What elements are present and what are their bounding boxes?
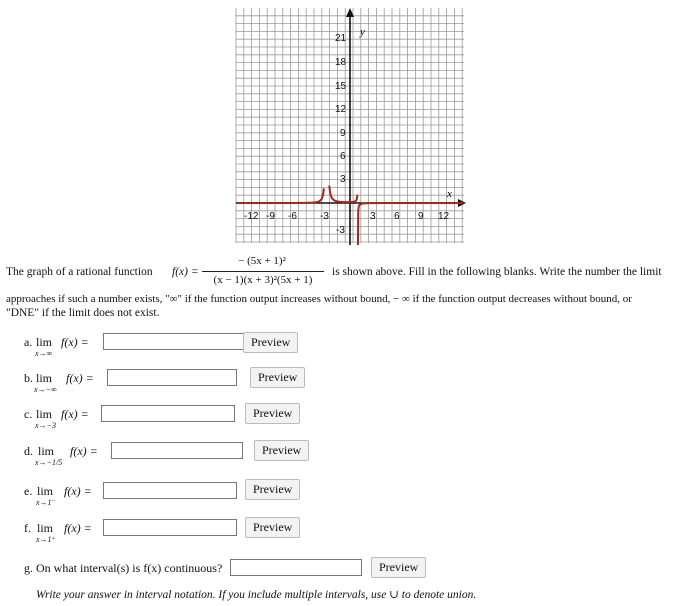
y-tick-label: 15 bbox=[335, 81, 347, 92]
lim-text: lim bbox=[37, 521, 54, 535]
answer-input-a[interactable] bbox=[103, 333, 261, 350]
curve-branch-3 bbox=[358, 203, 463, 245]
curve-branch-1 bbox=[237, 188, 324, 203]
fx-label: f(x) = bbox=[61, 407, 89, 421]
problem-line2: approaches if such a number exists, "∞" if the function output increases without bound, − ∞ if the function output decreases without bound, or bbox=[6, 293, 632, 305]
x-tick-label: 3 bbox=[370, 211, 376, 222]
lim-text: lim bbox=[38, 444, 55, 458]
problem-lead: The graph of a rational function bbox=[6, 266, 153, 278]
question-letter: d. bbox=[24, 444, 33, 458]
x-tick-label: 9 bbox=[418, 211, 424, 222]
lim-text: lim bbox=[36, 371, 53, 385]
problem-fx: f(x) = bbox=[172, 266, 199, 278]
y-tick-label: -3 bbox=[336, 225, 345, 236]
fx-label: f(x) = bbox=[64, 521, 92, 535]
fraction-bar bbox=[202, 271, 324, 272]
preview-button-e[interactable]: Preview bbox=[245, 479, 300, 500]
problem-after: is shown above. Fill in the following blanks. Write the number the limit bbox=[332, 266, 662, 278]
question-letter: c. bbox=[24, 407, 33, 421]
preview-button-d[interactable]: Preview bbox=[254, 440, 309, 461]
lim-subscript: x→1⁺ bbox=[36, 535, 56, 544]
question-letter: f. bbox=[24, 521, 31, 535]
x-tick-label: -6 bbox=[288, 211, 297, 222]
question-letter: a. bbox=[24, 335, 33, 349]
lim-subscript: x→−3 bbox=[35, 421, 56, 430]
y-tick-label: 21 bbox=[335, 33, 347, 44]
answer-input-f[interactable] bbox=[103, 519, 237, 536]
y-tick-label: 18 bbox=[335, 57, 347, 68]
lim-subscript: x→−∞ bbox=[34, 385, 57, 394]
fraction-denominator: (x − 1)(x + 3)²(5x + 1) bbox=[213, 274, 313, 286]
fx-label: f(x) = bbox=[70, 444, 98, 458]
x-tick-label: -12 bbox=[244, 211, 259, 222]
x-tick-label: 12 bbox=[438, 211, 450, 222]
lim-subscript: x→−1/5 bbox=[35, 458, 63, 467]
answer-input-d[interactable] bbox=[111, 442, 243, 459]
x-tick-label: 6 bbox=[394, 211, 400, 222]
preview-button-f[interactable]: Preview bbox=[245, 517, 300, 538]
fx-label: f(x) = bbox=[61, 335, 89, 349]
interval-notation-note: Write your answer in interval notation. If you include multiple intervals, use ∪ to denote union. bbox=[36, 589, 477, 601]
question-g-text: On what interval(s) is f(x) continuous? bbox=[36, 561, 223, 575]
lim-subscript: x→1⁻ bbox=[36, 498, 56, 507]
y-axis-label: y bbox=[360, 26, 365, 38]
x-tick-label: -3 bbox=[320, 211, 329, 222]
lim-text: lim bbox=[36, 335, 53, 349]
lim-subscript: x→∞ bbox=[35, 349, 53, 358]
answer-input-g[interactable] bbox=[230, 559, 362, 576]
preview-button-a[interactable]: Preview bbox=[243, 332, 298, 353]
answer-input-c[interactable] bbox=[101, 405, 235, 422]
question-letter: b. bbox=[24, 371, 33, 385]
fx-label: f(x) = bbox=[64, 484, 92, 498]
y-tick-label: 12 bbox=[335, 104, 347, 115]
fx-label: f(x) = bbox=[66, 371, 94, 385]
problem-line3: "DNE" if the limit does not exist. bbox=[6, 307, 160, 319]
answer-input-e[interactable] bbox=[103, 482, 237, 499]
fraction-numerator: − (5x + 1)² bbox=[238, 255, 286, 267]
preview-button-b[interactable]: Preview bbox=[250, 367, 305, 388]
question-letter: e. bbox=[24, 484, 33, 498]
preview-button-g[interactable]: Preview bbox=[371, 557, 426, 578]
question-letter: g. bbox=[24, 561, 33, 575]
lim-text: lim bbox=[36, 407, 53, 421]
answer-input-b[interactable] bbox=[107, 369, 237, 386]
y-tick-label: 9 bbox=[340, 128, 346, 139]
y-tick-label: 6 bbox=[340, 151, 346, 162]
y-tick-label: 3 bbox=[340, 174, 346, 185]
function-graph bbox=[0, 0, 693, 245]
x-tick-label: -9 bbox=[266, 211, 275, 222]
lim-text: lim bbox=[37, 484, 54, 498]
x-axis-label: x bbox=[447, 188, 452, 200]
preview-button-c[interactable]: Preview bbox=[245, 403, 300, 424]
